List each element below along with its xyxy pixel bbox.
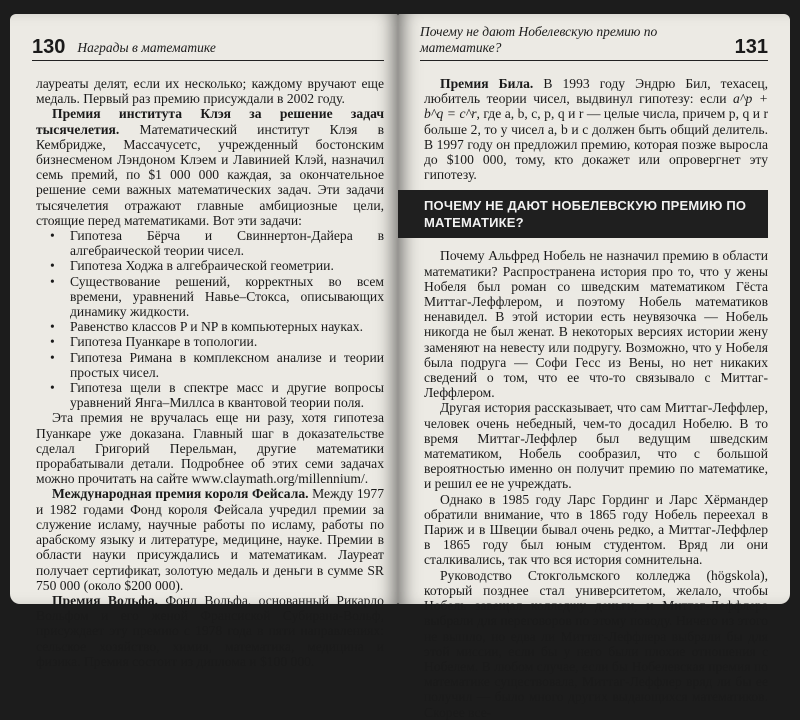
paragraph: лауреаты делят, если их несколько; каждому вручают еще медаль. Первый раз премию присуждали в 2002 году.	[36, 76, 384, 107]
list-item: • Гипотеза щели в спектре масс и другие вопросы уравнений Янга–Миллса в квантовой теории поля.	[70, 380, 384, 410]
beal-prize-text-cont: , где a, b, c, p, q и r — целые числа, причем p, q и r больше 2, то у чисел a, b и c должен быть общий делитель. В 1997 году он предложил премию, которая позже выросла до $100 000, тому, кто докажет или опровергнет эту гипотезу.	[424, 106, 768, 183]
list-item: • Равенство классов P и NP в компьютерных науках.	[70, 319, 384, 334]
paragraph: Другая история рассказывает, что сам Миттаг-Леффлер, человек очень небедный, чем-то досадил Нобелю. В то время Миттаг-Леффлер был ведущим шведским математиком, Нобель сообразил, что с большой вероятностью именно он получит премию по математике, и решил ее не учреждать.	[424, 400, 768, 492]
paragraph-beal-prize	[424, 76, 768, 182]
paragraph-clay-prize	[36, 106, 384, 228]
paragraph: Эта премия не вручалась еще ни разу, хотя гипотеза Пуанкаре уже доказана. Главный шаг в доказательстве сделал Григорий Перельман, другие математики прорабатывали детали. Подробнее об этих семи задачах можно прочитать на сайте www.claymath.org/millennium/.	[36, 410, 384, 487]
paragraph-wolf-prize	[36, 593, 384, 669]
right-page-body	[424, 76, 768, 720]
beal-prize-text: В 1993 году Эндрю Бил, техасец, любитель теории чисел, выдвинул гипотезу: если	[424, 76, 768, 107]
left-page-header	[32, 34, 384, 61]
list-item: • Гипотеза Бёрча и Свиннертон-Дайера в алгебраической теории чисел.	[70, 228, 384, 258]
beal-equation: a^p + b^q = c^r	[424, 91, 768, 122]
wolf-prize-heading: Премия Вольфа.	[52, 592, 159, 608]
right-page	[398, 14, 790, 720]
paragraph: Почему Альфред Нобель не назначил премию в области математики? Распространена история про то, что у жены Нобеля был роман со шведским математиком Гёста Миттаг-Леффлером, и поэтому Нобель математиков ненавидел. В этой истории есть неувязочка — Нобель никогда не был женат. В некоторых версиях истории жену заменяют на невесту или подругу. Возможно, что у Нобеля была подруга — Софи Гесс из Вены, но нет никаких сведений о том, что ее что-то связывало с Миттаг-Леффлером.	[424, 248, 768, 401]
paragraph-faisal-prize	[36, 486, 384, 592]
clay-prize-text: Математический институт Клэя в Кембридже, Массачусетс, учрежденный бостонским бизнесменом Лэндоном Клэем и Лавинией Клэй, назначил семь премий, по $1 000 000 каждая, за окончательное решение семи важных математических задач. Эти задачи тысячелетия отражают главные амбициозные цели, стоящие перед математиками. Вот эти задачи:	[36, 121, 384, 228]
list-item: • Гипотеза Римана в комплексном анализе и теории простых чисел.	[70, 350, 384, 380]
wolf-prize-text: Фонд Вольфа, основанный Рикардо Вольфом и его женой Франсиской Субирана-Вольф, присуждает эту премию с 1978 года в пяти направлениях: сельское хозяйство, химия, математика, медицина и физика. Премия состоит из диплома и $100 000.	[36, 592, 384, 669]
left-page	[10, 14, 398, 669]
list-item: • Гипотеза Ходжа в алгебраической геометрии.	[70, 258, 384, 273]
millennium-problems-list	[36, 228, 384, 410]
left-page-number: 130	[32, 36, 66, 58]
beal-prize-heading: Премия Била.	[440, 76, 534, 91]
left-page-body	[36, 76, 384, 669]
paragraph: Однако в 1985 году Ларс Гординг и Ларс Хёрмандер обратили внимание, что в 1865 году Нобель переехал в Париж и в Швеции бывал очень редко, а Миттаг-Леффлер в 1865 году был юным студентом. Вряд ли они сталкивались, так что вся история сомнительна.	[424, 491, 768, 568]
clay-prize-heading: Премия института Клэя за решение задач тысячелетия.	[36, 106, 384, 137]
right-page-header	[420, 24, 768, 61]
faisal-prize-text: Между 1977 и 1982 годами Фонд короля Фейсала учредил премии за служение исламу, научные работы по исламу, работы по арабскому языку и литературе, медицине, науке. Премии в области науки присуждались и математикам. Лауреат получает сертификат, золотую медаль и деньги в сумме SR 750 000 (около $200 000).	[36, 486, 385, 593]
list-item: • Гипотеза Пуанкаре в топологии.	[70, 334, 384, 349]
faisal-prize-heading: Международная премия короля Фейсала.	[52, 486, 309, 502]
right-running-title: Почему не дают Нобелевскую премию по математике?	[420, 24, 658, 55]
left-running-title: Награды в математике	[77, 40, 216, 55]
right-page-number: 131	[734, 36, 768, 58]
section-title: ПОЧЕМУ НЕ ДАЮТ НОБЕЛЕВСКУЮ ПРЕМИЮ ПО МАТЕМАТИКЕ?	[398, 190, 768, 238]
list-item: • Существование решений, корректных во всем времени, уравнений Навье–Стокса, описывающих динамику жидкости.	[70, 274, 384, 320]
paragraph: Руководство Стокгольмского колледжа (högskola), который позднее стал университетом, желало, чтобы Нобель завещал колледжу деньги, и Миттаг-Леффлера выбрали для переговоров по этому поводу. Ничего из этого не вышло, но едва ли Миттаг-Леффлера выбрали бы для этой миссии, если бы у него были плохие отношения с Нобелем. В любом случае, если бы Нобелевская премия по математике существовала, Миттаг-Леффлер вряд ли бы ее получил — было много других выдающихся математиков. Скорее все-	[424, 567, 768, 720]
